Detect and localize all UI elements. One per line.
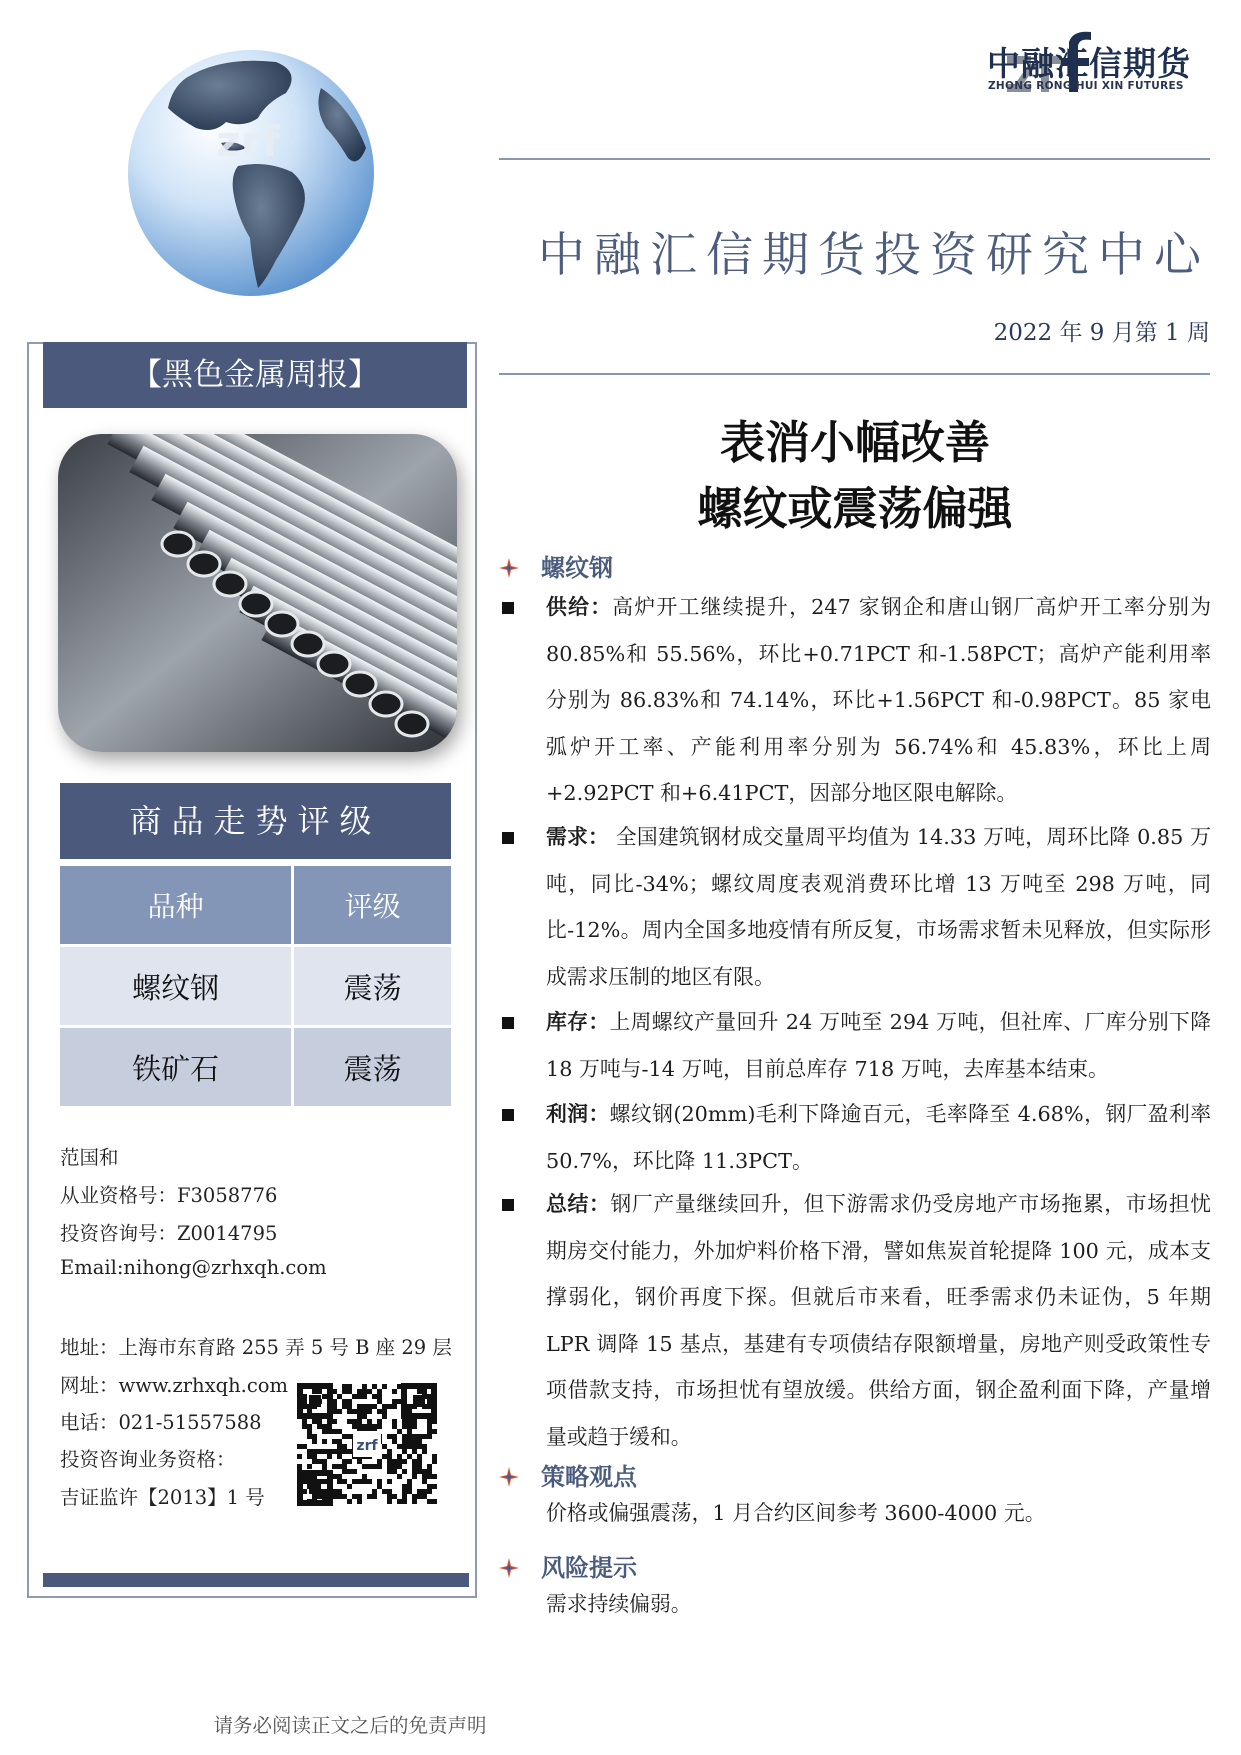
company-phone: 电话：021-51557588 — [60, 1411, 262, 1434]
globe-logo: zrf — [216, 117, 280, 166]
rating-grade: 震荡 — [293, 946, 451, 1027]
report-type-banner: 【黑色金属周报】 — [43, 342, 467, 408]
rating-table — [60, 866, 451, 1106]
section-title-rebar — [499, 548, 613, 583]
table-row — [60, 946, 451, 1027]
header-rule-top — [499, 158, 1210, 160]
qr-code-icon[interactable] — [297, 1383, 437, 1506]
bullet-icon — [502, 1017, 514, 1029]
rating-header-row — [60, 866, 451, 946]
rating-product: 螺纹钢 — [60, 946, 293, 1027]
analyst-consult-number: 投资咨询号：Z0014795 — [60, 1222, 278, 1245]
analyst-email[interactable]: Email:nihong@zrhxqh.com — [60, 1256, 327, 1279]
headline-line-1: 表消小幅改善 — [719, 416, 990, 469]
paragraph-inventory — [546, 999, 1211, 1092]
rating-header-product: 品种 — [60, 866, 293, 946]
paragraph-label: 库存： — [546, 1009, 610, 1034]
rating-section-title: 商品走势评级 — [60, 783, 451, 859]
bullet-icon — [502, 602, 514, 614]
paragraph-text: 上周螺纹产量回升 24 万吨至 294 万吨，但社库、厂库分别下降 18 万吨与-14 万吨，目前总库存 718 万吨，去库基本结束。 — [546, 1010, 1211, 1081]
table-row — [60, 1027, 451, 1107]
issue-date: 2022 年 9 月第 1 周 — [993, 320, 1210, 346]
section-marker-icon — [499, 1558, 519, 1578]
section-marker-icon — [499, 558, 519, 578]
company-name-en: ZHONG RONG HUI XIN FUTURES — [988, 80, 1184, 92]
paragraph-strategy: 价格或偏强震荡，1 月合约区间参考 3600-4000 元。 — [546, 1501, 1046, 1525]
paragraph-label: 供给： — [546, 594, 613, 619]
globe-image — [126, 48, 376, 298]
paragraph-demand — [546, 814, 1211, 1000]
section-title-text: 策略观点 — [541, 1462, 637, 1491]
paragraph-risk: 需求持续偏弱。 — [546, 1592, 692, 1616]
rating-grade: 震荡 — [293, 1027, 451, 1107]
rating-header-grade: 评级 — [293, 866, 451, 946]
paragraph-text: 螺纹钢(20mm)毛利下降逾百元，毛率降至 4.68%，钢厂盈利率 50.7%，环比降 11.3PCT。 — [546, 1102, 1211, 1173]
paragraph-label: 需求： — [546, 824, 610, 849]
analyst-qualification: 从业资格号：F3058776 — [60, 1184, 278, 1207]
section-title-text: 螺纹钢 — [541, 553, 613, 582]
section-title-risk — [499, 1548, 637, 1583]
bullet-icon — [502, 832, 514, 844]
license-number: 吉证监许【2013】1 号 — [60, 1486, 265, 1509]
paragraph-summary — [546, 1181, 1211, 1460]
report-headline — [600, 410, 1110, 542]
header-rule-bottom — [499, 373, 1210, 375]
disclaimer-footer: 请务必阅读正文之后的免责声明 — [213, 1714, 487, 1737]
qr-logo: zrf — [356, 1438, 378, 1454]
headline-line-2: 螺纹或震荡偏强 — [697, 482, 1013, 535]
bullet-icon — [502, 1109, 514, 1121]
paragraph-label: 总结： — [546, 1191, 611, 1216]
section-title-strategy — [499, 1457, 637, 1492]
rating-product: 铁矿石 — [60, 1027, 293, 1107]
analyst-name: 范国和 — [60, 1146, 119, 1169]
paragraph-text: 全国建筑钢材成交量周平均值为 14.33 万吨，周环比降 0.85 万吨，同比-34%；螺纹周度表观消费环比增 13 万吨至 298 万吨，同比-12%。周内全国多地疫情有所反复，市场需求暂未见释放，但实际形成需求压制的地区有限。 — [546, 825, 1211, 989]
company-website[interactable]: 网址：www.zrhxqh.com — [60, 1374, 289, 1397]
section-title-text: 风险提示 — [541, 1553, 637, 1582]
license-label: 投资咨询业务资格： — [60, 1448, 236, 1471]
paragraph-text: 高炉开工继续提升，247 家钢企和唐山钢厂高炉开工率分别为 80.85%和 55.56%，环比+0.71PCT 和-1.58PCT；高炉产能利用率分别为 86.83%和 74.14%，环比+1.56PCT 和-0.98PCT。85 家电弧炉开工率、产能利用率分别为 56.74%和 45.83%，环比上周+2.92PCT 和+6.41PCT，因部分地区限电解除。 — [546, 595, 1211, 805]
company-address: 地址：上海市东育路 255 弄 5 号 B 座 29 层 — [60, 1336, 452, 1359]
paragraph-supply — [546, 584, 1211, 818]
section-marker-icon — [499, 1467, 519, 1487]
paragraph-text: 钢厂产量继续回升，但下游需求仍受房地产市场拖累，市场担忧期房交付能力，外加炉料价格下滑，譬如焦炭首轮提降 100 元，成本支撑弱化，钢价再度下探。但就后市来看，旺季需求仍未证伪，5 年期 LPR 调降 15 基点，基建有专项债结存限额增量，房地产则受政策性专项借款支持，市场担忧有望放缓。供给方面，钢企盈利面下降，产量增量或趋于缓和。 — [546, 1192, 1211, 1449]
steel-pipes-image — [58, 434, 457, 752]
research-center-title: 中融汇信期货投资研究中心 — [538, 228, 1210, 283]
paragraph-label: 利润： — [546, 1101, 610, 1126]
company-name-cn: 中融汇信期货 — [987, 44, 1191, 83]
bullet-icon — [502, 1199, 514, 1211]
paragraph-profit — [546, 1091, 1211, 1184]
sidebar-bottom-bar — [43, 1573, 469, 1587]
